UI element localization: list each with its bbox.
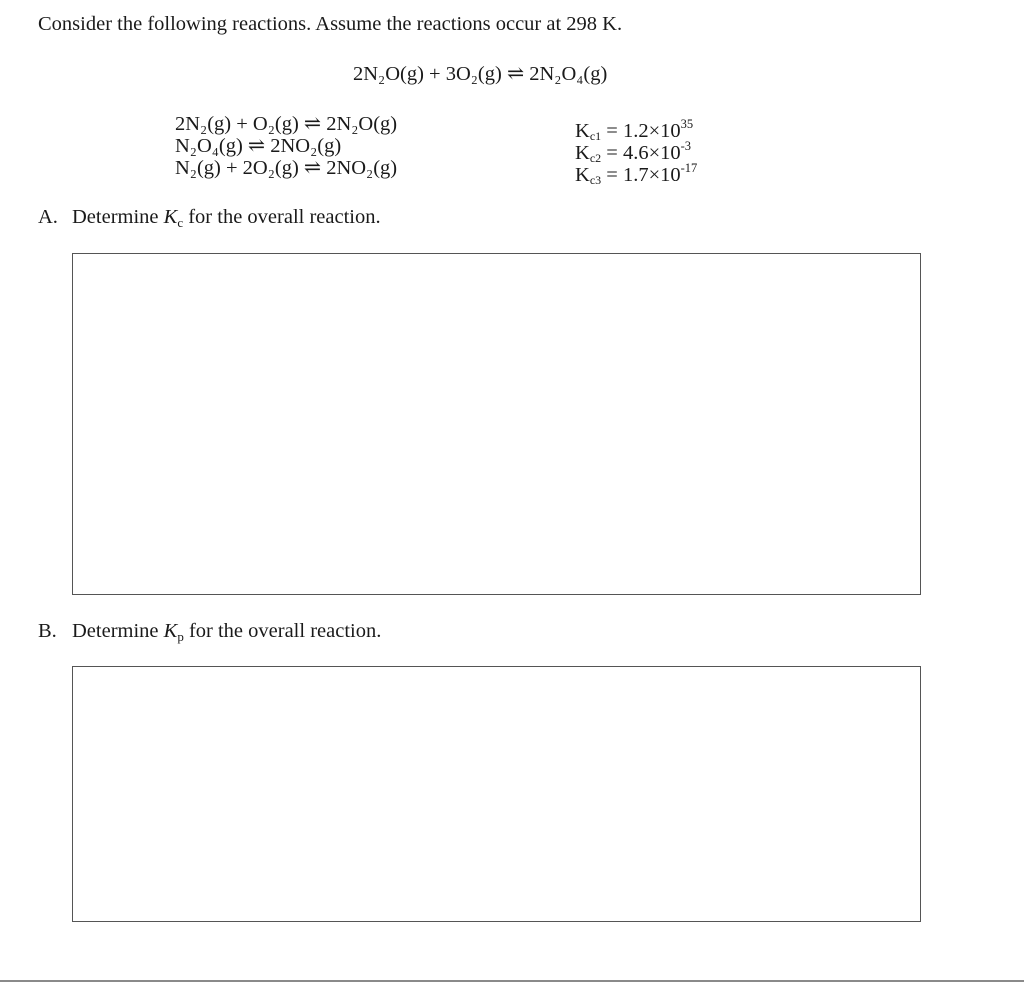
k-subscript: c3	[589, 173, 602, 187]
k-symbol: K	[575, 120, 590, 142]
problem-intro: Consider the following reactions. Assume the reactions occur at 298 K.	[38, 13, 623, 35]
reaction-3-equation: N₂(g) + 2O₂(g) ⇌ 2NO₂(g)	[175, 157, 398, 179]
k-subscript: c2	[589, 151, 602, 165]
answer-box-a[interactable]	[72, 253, 921, 595]
question-text-post: for the overall reaction.	[183, 206, 381, 228]
question-letter: A.	[38, 206, 58, 228]
question-text-pre: Determine	[72, 620, 164, 642]
k-exponent: -3	[680, 139, 692, 153]
overall-reaction: 2N₂O(g) + 3O₂(g) ⇌ 2N₂O₄(g)	[353, 63, 608, 85]
question-letter: B.	[38, 620, 57, 642]
k-mantissa: = 1.7×10	[606, 164, 681, 186]
k-subscript: c	[177, 215, 184, 230]
k-exponent: 35	[680, 117, 694, 131]
question-a	[38, 206, 381, 231]
k-symbol: K	[163, 206, 178, 228]
k-mantissa: = 4.6×10	[606, 142, 681, 164]
answer-box-b[interactable]	[72, 666, 921, 922]
k-symbol: K	[163, 620, 178, 642]
question-b	[38, 620, 381, 645]
k-subscript: c1	[589, 129, 602, 143]
reaction-1-equation: 2N₂(g) + O₂(g) ⇌ 2N₂O(g)	[175, 113, 398, 135]
page-divider	[0, 980, 1024, 982]
question-text-post: for the overall reaction.	[183, 620, 382, 642]
k-symbol: K	[575, 164, 590, 186]
k-mantissa: = 1.2×10	[606, 120, 681, 142]
k-symbol: K	[575, 142, 590, 164]
question-text-pre: Determine	[72, 206, 164, 228]
k-exponent: -17	[680, 161, 698, 175]
reaction-3-constant	[575, 157, 697, 191]
k-subscript: p	[177, 629, 184, 644]
reaction-2-equation: N₂O₄(g) ⇌ 2NO₂(g)	[175, 135, 342, 157]
